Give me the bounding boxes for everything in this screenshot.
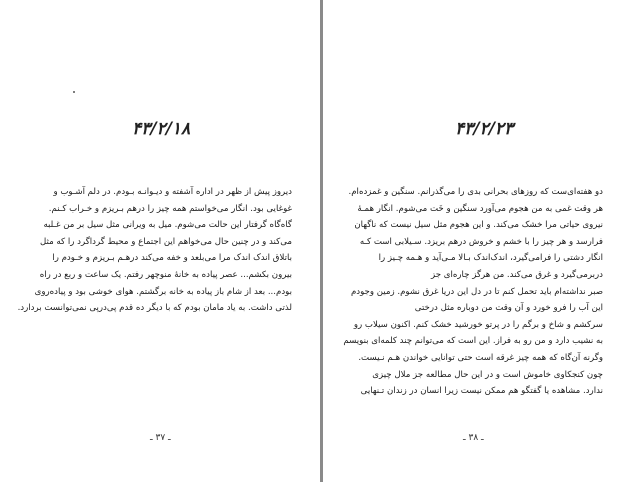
text-line: صبر نداشته‌ام باید تحمل کنم تا در دل این دریا غرق نشوم. زمین وجودم [350, 286, 603, 297]
text-line: هر وقت غمی به من هجوم می‌آورد سنگین و خَت می‌شوم. انگار همـهٔ [357, 203, 603, 214]
right-page-date: ۴۳/۲/۲۳ [455, 119, 514, 139]
text-line: می‌کند و در چنین حال می‌خواهم این اجتماع و محیط گرداگرد را که مثل [39, 236, 292, 247]
text-line: نیروی حیاتی مرا خشک می‌کند. و این هجوم مثل سیل نیست که ناگهان [354, 220, 603, 231]
text-line: باتلاق اندک اندک مرا می‌بلعد و خفه می‌کند درهـم بـریزم و خـودم را [52, 253, 292, 264]
text-line: دربرمی‌گیرد و غرق می‌کند. من هرگز چاره‌ای جز [430, 269, 603, 280]
text-line: ندارد. مشاهده یا گفتگو هم ممکن نیست زیرا انسان در زندان تـنهایی [360, 386, 603, 397]
text-line: گاه‌گاه گرفتار این حالت می‌شوم. میل به ویرانی مثل سیل بر من غـلبه [43, 220, 292, 231]
text-line: لذتی داشت. به یاد مامان بودم که با دیگر ده قدم پی‌درپی نمی‌توانست بردارد. [17, 303, 292, 314]
text-line: این آب را فرو خورد و آن وقت من دوباره مثل درختی [414, 303, 603, 314]
text-line: انگار دشتی را فرامی‌گیرد، اندک‌اندک بـالا مـی‌آید و هـمه چـیز را [378, 253, 603, 264]
right-page [323, 0, 641, 482]
right-page-number: ـ ۳۸ ـ [463, 433, 484, 443]
paper-speck [73, 91, 75, 93]
text-line: غوغایی بود. انگار می‌خواستم همه چیز را درهم بـریزم و خـراب کـنم. [48, 203, 292, 214]
left-page [0, 0, 320, 482]
text-line: فرارسد و هر چیز را با خشم و خروش درهم بریزد. سـیلابی است کـه [359, 236, 603, 247]
text-line: دو هفته‌ای‌ست که روزهای بحرانی بدی را می‌گذرانم. سنگین و غمزده‌ام. [348, 187, 603, 197]
left-page-date: ۴۳/۲/۱۸ [132, 119, 191, 139]
text-line: چون کنجکاوی خاموش است و در این حال مطالعه جز ملال چیزی [372, 369, 603, 380]
right-page-body [343, 184, 603, 400]
text-line: سرکشم و شاخ و برگم را در پرتو خورشید خشک کنم. اکنون سیلاب رو [353, 319, 603, 330]
left-page-number: ـ ۳۷ ـ [150, 433, 171, 443]
text-line: بیرون بکشم... عصر پیاده به خانهٔ منوچهر رفتم. یک ساعت و ربع در راه [39, 269, 292, 280]
left-page-body [17, 184, 292, 317]
text-line: وگرنه آن‌گاه که همه چیز غرقه است حتی توانایی خواندن هـم نـیست. [358, 352, 603, 363]
text-line: دیروز پیش از ظهر در اداره آشفته و دیـوانـه بـودم. در دلم آشـوب و [53, 187, 292, 197]
text-line: بودم... بعد از شام باز پیاده به خانه برگشتم. هوای خوشی بود و پیاده‌روی [34, 286, 292, 297]
text-line: به نشیب دارد و من رو به فراز. این است که می‌توانم چند کلمه‌ای بنویسم [343, 336, 603, 347]
